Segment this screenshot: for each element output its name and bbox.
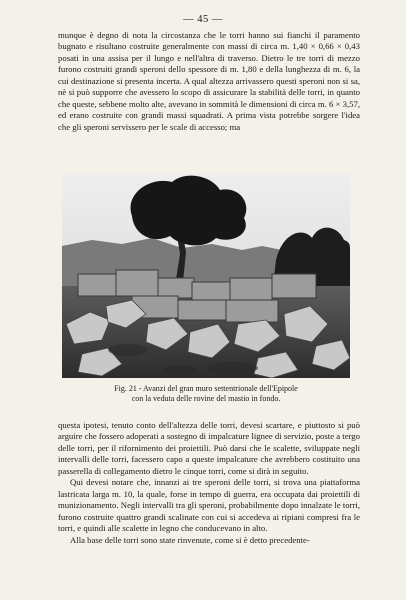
page-number: — 45 —	[183, 14, 223, 25]
text-block-bottom	[58, 420, 360, 546]
caption-line-1: Fig. 21 - Avanzi del gran muro settentrionale dell'Epipole	[114, 384, 298, 393]
paragraph: Alla base delle torri sono state rinvenute, come si è detto precedente-	[70, 534, 310, 545]
paragraph: questa ipotesi, tenuto conto dell'altezza delle torri, devesi scartare, e piuttosto si può arguire che fossero adoperati a sostegno di impalcature lignee di servizio, poste a tergo delle torri, per il rifornimento dei proiettili. Può darsi che le scalette, sviluppate negli intervalli delle torri, facessero capo a queste impalcature che avrebbero costituito una passerella di collegamento dietro le cinque torri, come si dirà in seguito.	[58, 420, 360, 476]
paragraph: munque è degno di nota la circostanza che le torri hanno sui fianchi il paramento bugnato e risultano costruite generalmente con massi di circa m. 1,40 × 0,66 × 0,43 posati in una assisa per il lungo e nell'altra di traverso. Dietro le tre torri di mezzo furono costruiti grandi speroni dello spessore di m. 1,80 e della lunghezza di m. 6, la cui destinazione si presenta incerta. A qual altezza arrivassero questi speroni non si sa, nè si può supporre che avessero lo scopo di assicurare la stabilità delle torri, in quanto che queste, sebbene molto alte, avevano in sommità le dimensioni di circa m. 6 × 3,57, ed erano costruite con grandi massi squadrati. A prima vista potrebbe sorgere l'idea che gli speroni servissero per le scale di accesso; ma	[58, 30, 360, 132]
text-block-top	[58, 30, 360, 133]
ruins-photograph	[62, 174, 350, 378]
paragraph: Qui devesi notare che, innanzi ai tre speroni delle torri, si trova una piattaforma lastricata larga m. 10, la quale, forse in tempo di guerra, era occupata dai proiettili di munizionamento. Negli intervalli tra gli speroni, probabilmente dopo innalzate le torri, furono costruite quattro grandi scalinate con cui si accedeva ai ripiani compresi fra le torri, e quindi alle scalette in legno che conducevano in alto.	[58, 477, 360, 534]
figure-caption	[62, 384, 350, 404]
figure-photo	[62, 174, 350, 378]
caption-line-2: con la veduta delle rovine del mastio in fondo.	[131, 394, 281, 403]
